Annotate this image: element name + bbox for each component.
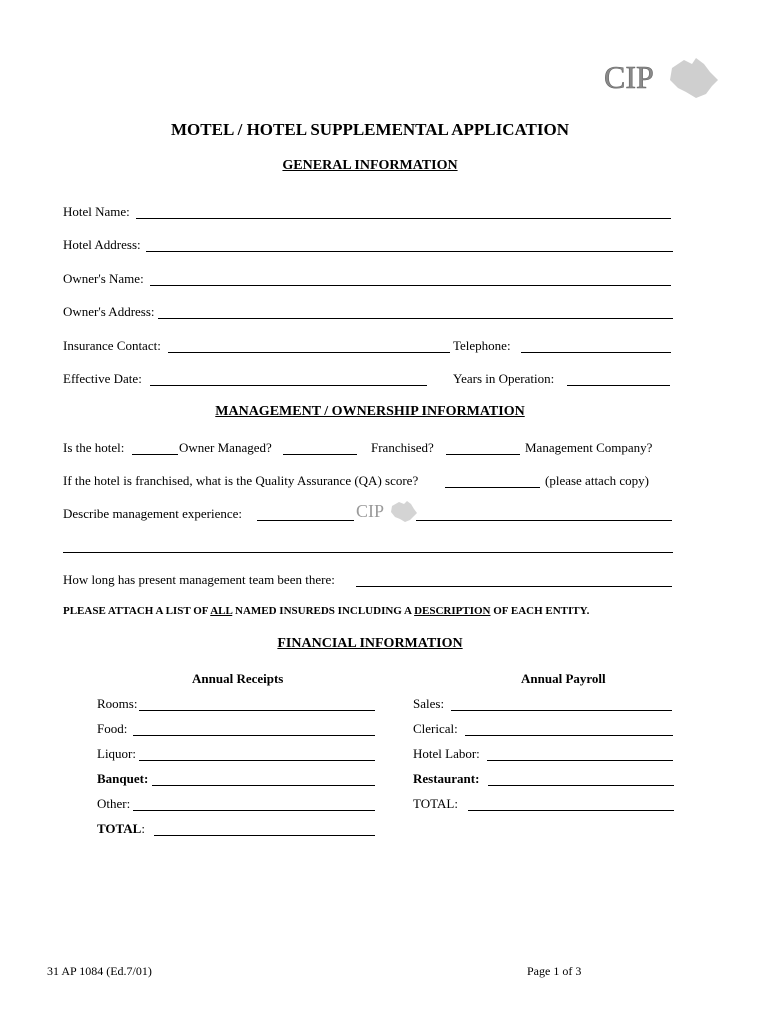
- insurance-contact-label: Insurance Contact:: [63, 338, 161, 353]
- liquor-field[interactable]: [139, 760, 375, 761]
- clerical-field[interactable]: [465, 735, 673, 736]
- owners-address-label: Owner's Address:: [63, 304, 155, 319]
- section-general-information: GENERAL INFORMATION: [282, 158, 458, 173]
- franchised-label: Franchised?: [371, 440, 434, 455]
- liquor-label: Liquor:: [97, 746, 136, 761]
- hotel-name-label: Hotel Name:: [63, 204, 130, 219]
- section-financial-information: FINANCIAL INFORMATION: [277, 636, 463, 651]
- rooms-label: Rooms:: [97, 696, 138, 711]
- qa-score-label: If the hotel is franchised, what is the Quality Assurance (QA) score?: [63, 473, 419, 488]
- insurance-contact-field[interactable]: [168, 352, 450, 353]
- rooms-field[interactable]: [139, 710, 375, 711]
- management-tenure-field[interactable]: [356, 586, 672, 587]
- attach-insureds-notice: [63, 605, 589, 617]
- page-title: MOTEL / HOTEL SUPPLEMENTAL APPLICATION: [171, 120, 569, 139]
- telephone-field[interactable]: [521, 352, 671, 353]
- management-company-field[interactable]: [446, 454, 520, 455]
- restaurant-label: Restaurant:: [413, 771, 480, 786]
- receipts-total-word: TOTAL: [97, 821, 142, 836]
- annual-payroll-heading: Annual Payroll: [521, 671, 606, 686]
- hotel-labor-field[interactable]: [487, 760, 673, 761]
- cip-watermark-logo: [354, 496, 418, 526]
- other-label: Other:: [97, 796, 131, 811]
- hotel-address-field[interactable]: [146, 251, 673, 252]
- management-experience-field-continued[interactable]: [416, 520, 672, 521]
- hotel-address-label: Hotel Address:: [63, 237, 141, 252]
- years-in-operation-label: Years in Operation:: [453, 371, 555, 386]
- attach-notice-all: ALL: [210, 605, 233, 617]
- receipts-total-colon: :: [141, 821, 145, 836]
- management-experience-field[interactable]: [257, 520, 354, 521]
- owners-address-field[interactable]: [158, 318, 673, 319]
- qa-attach-note: (please attach copy): [545, 473, 649, 488]
- banquet-label: Banquet:: [97, 771, 149, 786]
- attach-notice-part2: NAMED INSUREDS INCLUDING A: [232, 605, 415, 617]
- owners-name-label: Owner's Name:: [63, 271, 144, 286]
- owners-name-field[interactable]: [150, 285, 671, 286]
- management-experience-line-2[interactable]: [63, 552, 673, 553]
- effective-date-label: Effective Date:: [63, 371, 142, 386]
- attach-notice-part3: OF EACH ENTITY.: [490, 605, 590, 617]
- sales-label: Sales:: [413, 696, 445, 711]
- restaurant-field[interactable]: [488, 785, 674, 786]
- page-number: Page 1 of 3: [527, 964, 582, 978]
- cip-logo: [600, 50, 720, 106]
- effective-date-field[interactable]: [150, 385, 427, 386]
- logo-letters: CIP: [604, 59, 654, 95]
- franchised-field[interactable]: [283, 454, 357, 455]
- banquet-field[interactable]: [152, 785, 375, 786]
- form-number: 31 AP 1084 (Ed.7/01): [47, 964, 152, 978]
- management-experience-label: Describe management experience:: [63, 506, 243, 521]
- clerical-label: Clerical:: [413, 721, 458, 736]
- years-in-operation-field[interactable]: [567, 385, 670, 386]
- state-map-shape: [670, 58, 718, 98]
- telephone-label: Telephone:: [453, 338, 511, 353]
- food-label: Food:: [97, 721, 128, 736]
- payroll-total-field[interactable]: [468, 810, 674, 811]
- is-the-hotel-label: Is the hotel:: [63, 440, 125, 455]
- qa-score-field[interactable]: [445, 487, 540, 488]
- owner-managed-field[interactable]: [132, 454, 178, 455]
- watermark-map-shape: [391, 501, 417, 522]
- attach-notice-part1: PLEASE ATTACH A LIST OF: [63, 605, 211, 617]
- food-field[interactable]: [133, 735, 375, 736]
- owner-managed-label: Owner Managed?: [179, 440, 272, 455]
- management-tenure-label: How long has present management team been there:: [63, 572, 335, 587]
- annual-receipts-heading: Annual Receipts: [192, 671, 284, 686]
- attach-notice-description: DESCRIPTION: [414, 605, 491, 617]
- other-field[interactable]: [133, 810, 375, 811]
- receipts-total-field[interactable]: [154, 835, 375, 836]
- hotel-labor-label: Hotel Labor:: [413, 746, 480, 761]
- payroll-total-label: TOTAL:: [413, 796, 458, 811]
- section-management-ownership: MANAGEMENT / OWNERSHIP INFORMATION: [215, 404, 525, 419]
- receipts-total-label: [97, 821, 145, 837]
- sales-field[interactable]: [451, 710, 672, 711]
- watermark-letters: CIP: [356, 501, 385, 521]
- hotel-name-field[interactable]: [136, 218, 671, 219]
- management-company-label: Management Company?: [525, 440, 653, 455]
